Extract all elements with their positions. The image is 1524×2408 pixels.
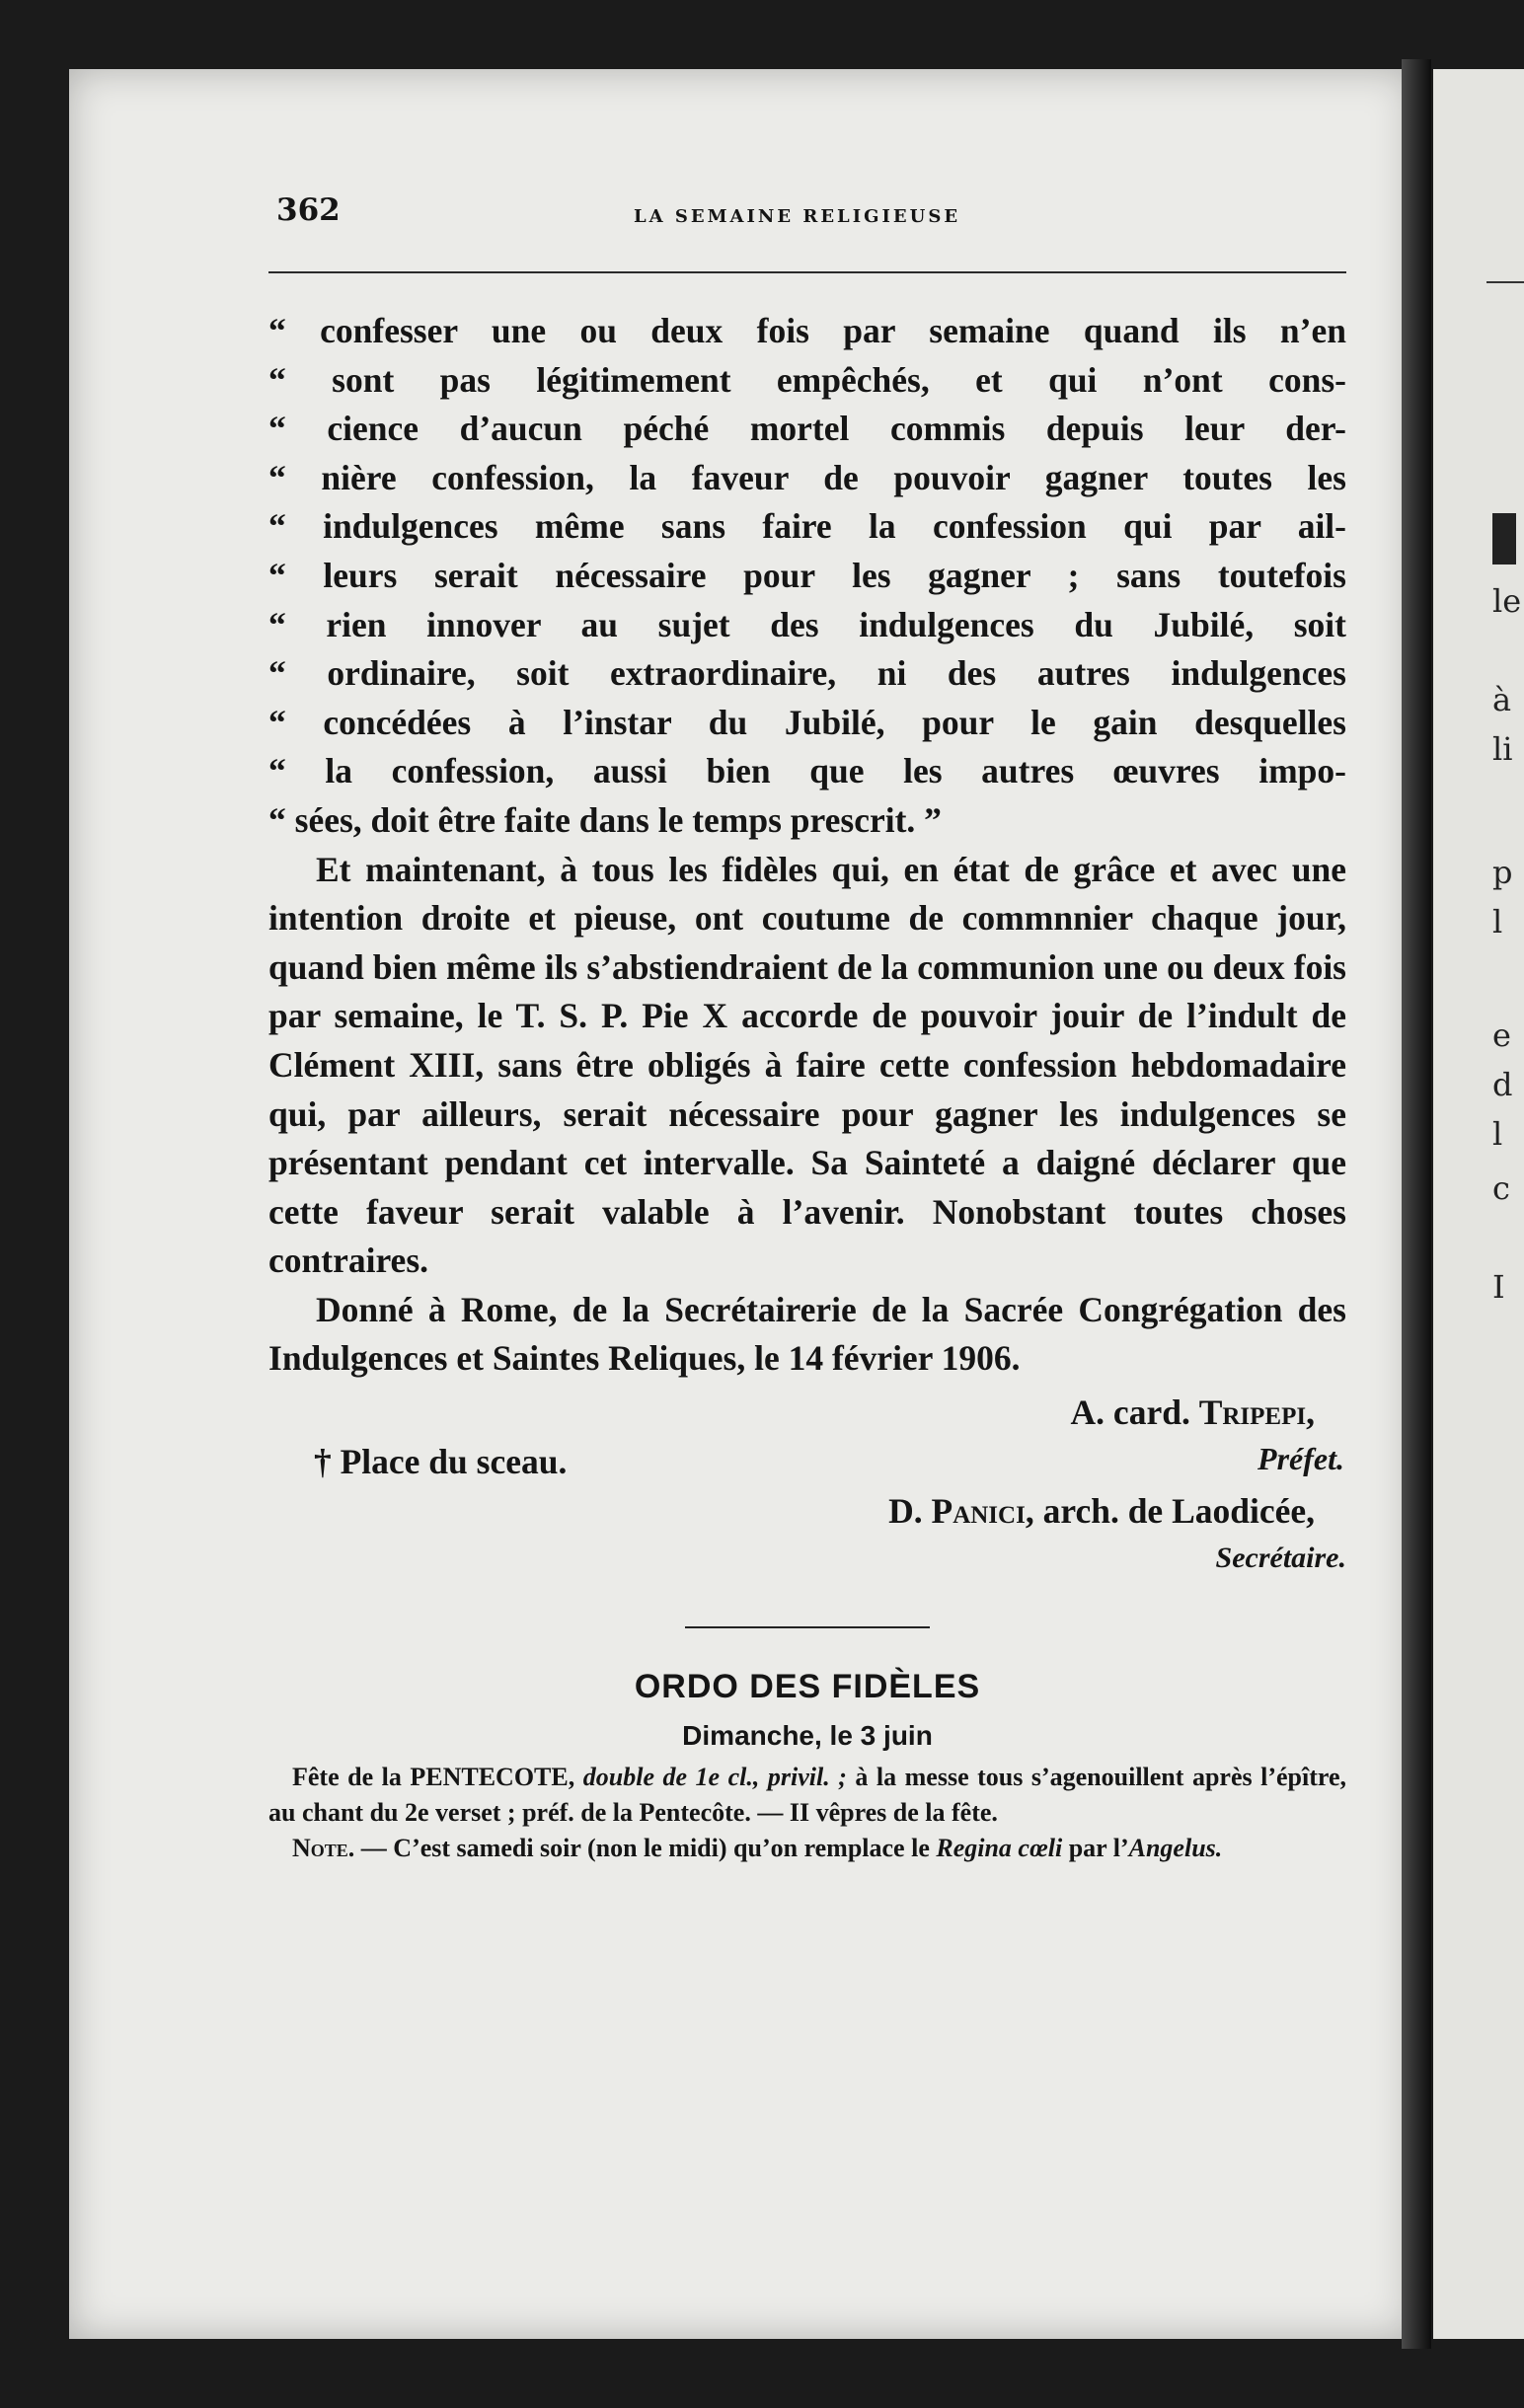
fete-paragraph: Fête de la PENTECOTE, double de 1e cl., privil. ; à la messe tous s’agenouillent après l’épître, au chant du 2e verset ; préf. de la Pentecôte. — II vêpres de la fête. xyxy=(268,1763,1346,1828)
page-number: 362 xyxy=(276,192,341,228)
ordo-text xyxy=(268,1760,1346,1866)
paragraph-indult: Et maintenant, à tous les fidèles qui, en état de grâce et avec une intention droite et pieuse, ont coutume de commnnier chaque jour, quand bien même ils s’abstiendraient de la communion une ou deux fois par semaine, le T. S. P. Pie X accorde de pouvoir jouir de l’indult de Clément XIII, sans être obligés à faire cette confession hebdomadaire qui, par ailleurs, serait nécessaire pour gagner les indulgences se présentant pendant cet intervalle. Sa Sainteté a daigné déclarer que cette faveur serait valable à l’avenir. Nonobstant toutes choses contraires. xyxy=(268,849,1346,1281)
signature-panici: D. Panici, arch. de Laodicée, xyxy=(888,1491,1315,1532)
quote-line: “ ordinaire, soit extraordinaire, ni des autres indulgences xyxy=(268,653,1346,694)
signature-tripepi: A. card. Tripepi, xyxy=(1070,1392,1315,1433)
ordo-title: ORDO DES FIDÈLES xyxy=(634,1668,981,1706)
ordo-date: Dimanche, le 3 juin xyxy=(682,1720,933,1752)
facing-page-initial xyxy=(1492,513,1516,564)
facing-page-fragment: li xyxy=(1492,730,1513,768)
quote-line: “ confesser une ou deux fois par semaine quand ils n’en xyxy=(268,311,1346,350)
facing-page-fragment: I xyxy=(1492,1268,1505,1306)
quote-line: “ sont pas légitimement empêchés, et qui n’ont cons- xyxy=(268,359,1346,400)
facing-page-fragment: l xyxy=(1492,903,1503,941)
paragraph-given-at-rome: Donné à Rome, de la Secrétairerie de la Sacrée Congrégation des Indulgences et Saintes Reliques, le 14 février 1906. xyxy=(268,1289,1346,1379)
book-gutter xyxy=(1402,59,1431,2349)
secretaire-title: Secrétaire. xyxy=(1215,1542,1346,1575)
note-paragraph: Note. — C’est samedi soir (non le midi) qu’on remplace le Regina cœli par l’Angelus. xyxy=(292,1834,1223,1863)
running-title: LA SEMAINE RELIGIEUSE xyxy=(634,206,961,227)
quote-line: “ la confession, aussi bien que les autres œuvres impo- xyxy=(268,751,1346,791)
quote-line: “ rien innover au sujet des indulgences du Jubilé, soit xyxy=(268,604,1346,644)
facing-page-fragment: e xyxy=(1492,1016,1511,1054)
facing-page-fragment: à xyxy=(1492,681,1512,718)
facing-page xyxy=(1433,69,1524,2339)
page-header xyxy=(268,192,1346,252)
facing-page-fragment: c xyxy=(1492,1169,1510,1207)
facing-page-rule xyxy=(1486,281,1524,283)
facing-page-fragment: p xyxy=(1492,854,1513,891)
prefet-title: Préfet. xyxy=(1257,1441,1344,1477)
seal-place: † Place du sceau. xyxy=(314,1442,568,1482)
quote-line: “ concédées à l’instar du Jubilé, pour le gain desquelles xyxy=(268,702,1346,742)
facing-page-fragment: l xyxy=(1492,1115,1503,1153)
quote-line: “ leurs serait nécessaire pour les gagner ; sans toutefois xyxy=(268,555,1346,595)
facing-page-fragment: d xyxy=(1492,1066,1513,1103)
main-text xyxy=(268,307,1346,1384)
quote-line: “ indulgences même sans faire la confession qui par ail- xyxy=(268,506,1346,547)
signature-block xyxy=(268,1384,1346,1581)
section-divider xyxy=(685,1626,930,1628)
quote-line: “ nière confession, la faveur de pouvoir gagner toutes les xyxy=(268,457,1346,497)
quote-line: “ sées, doit être faite dans le temps prescrit. ” xyxy=(268,799,942,840)
facing-page-fragment: le xyxy=(1492,582,1522,620)
quotation-block xyxy=(268,307,1346,846)
header-rule xyxy=(268,271,1346,273)
quote-line: “ cience d’aucun péché mortel commis depuis leur der- xyxy=(268,409,1346,449)
page-content xyxy=(268,192,1346,1866)
